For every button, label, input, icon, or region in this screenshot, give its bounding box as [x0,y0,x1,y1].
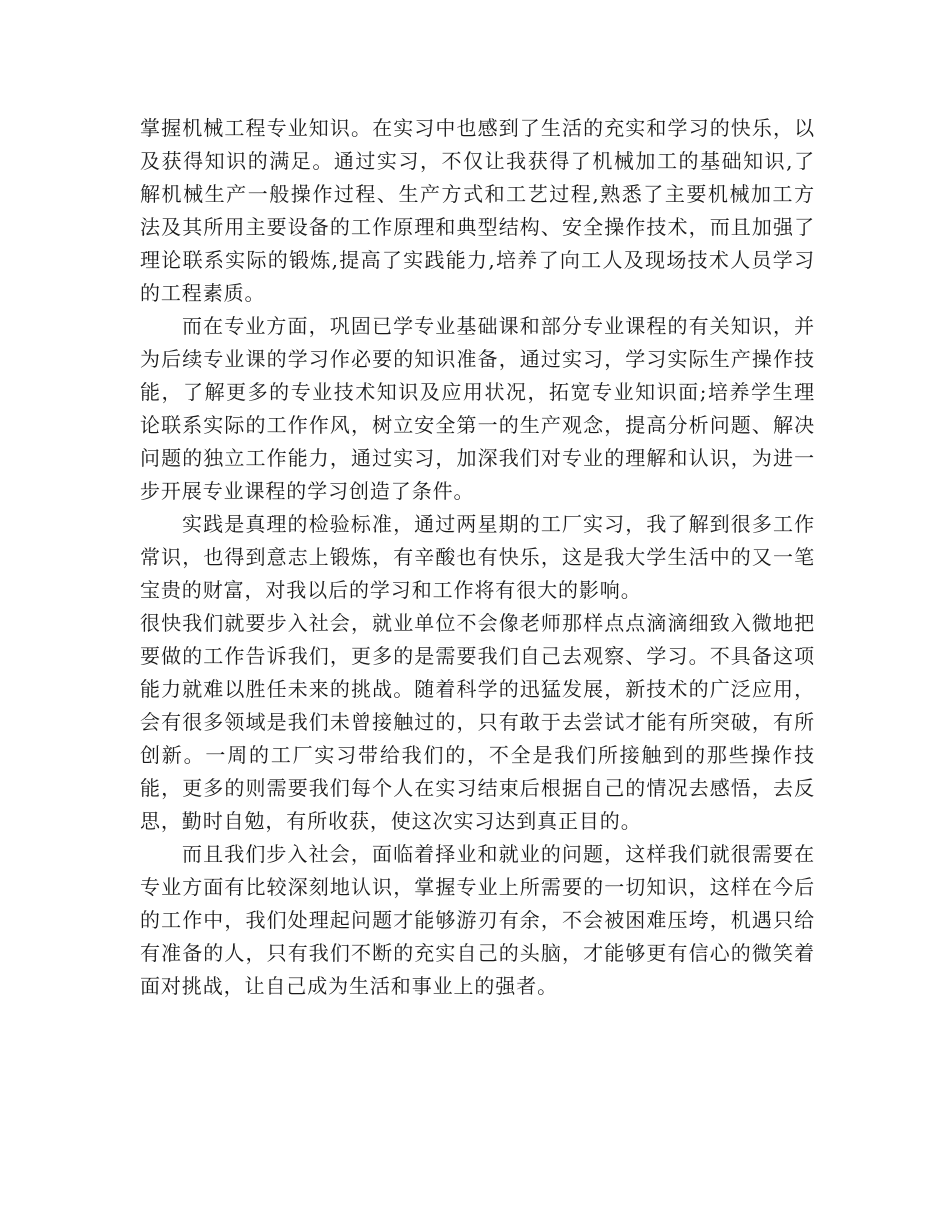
paragraph-2: 而在专业方面，巩固已学专业基础课和部分专业课程的有关知识，并为后续专业课的学习作必要的知识准备，通过实习，学习实际生产操作技能，了解更多的专业技术知识及应用状况，拓宽专业知识面;培养学生理论联系实际的工作作风，树立安全第一的生产观念，提高分析问题、解决问题的独立工作能力，通过实习，加深我们对专业的理解和认识，为进一步开展专业课程的学习创造了条件。 [140,314,815,503]
paragraph-1: 掌握机械工程专业知识。在实习中也感到了生活的充实和学习的快乐，以及获得知识的满足。通过实习，不仅让我获得了机械加工的基础知识,了解机械生产一般操作过程、生产方式和工艺过程,熟悉了主要机械加工方法及其所用主要设备的工作原理和典型结构、安全操作技术，而且加强了理论联系实际的锻炼,提高了实践能力,培养了向工人及现场技术人员学习的工程素质。 [140,116,815,305]
paragraph-4: 很快我们就要步入社会，就业单位不会像老师那样点点滴滴细致入微地把要做的工作告诉我们，更多的是需要我们自己去观察、学习。不具备这项能力就难以胜任未来的挑战。随着科学的迅猛发展，新技术的广泛应用，会有很多领域是我们未曾接触过的，只有敢于去尝试才能有所突破，有所创新。一周的工厂实习带给我们的，不全是我们所接触到的那些操作技能，更多的则需要我们每个人在实习结束后根据自己的情况去感悟，去反思，勤时自勉，有所收获，使这次实习达到真正目的。 [140,611,815,833]
paragraph-3: 实践是真理的检验标准，通过两星期的工厂实习，我了解到很多工作常识，也得到意志上锻炼，有辛酸也有快乐，这是我大学生活中的又一笔宝贵的财富，对我以后的学习和工作将有很大的影响。 [140,512,815,602]
document-body [140,112,815,1003]
paragraph-5: 而且我们步入社会，面临着择业和就业的问题，这样我们就很需要在专业方面有比较深刻地认识，掌握专业上所需要的一切知识，这样在今后的工作中，我们处理起问题才能够游刃有余，不会被困难压垮，机遇只给有准备的人，只有我们不断的充实自己的头脑，才能够更有信心的微笑着面对挑战，让自己成为生活和事业上的强者。 [140,842,815,998]
